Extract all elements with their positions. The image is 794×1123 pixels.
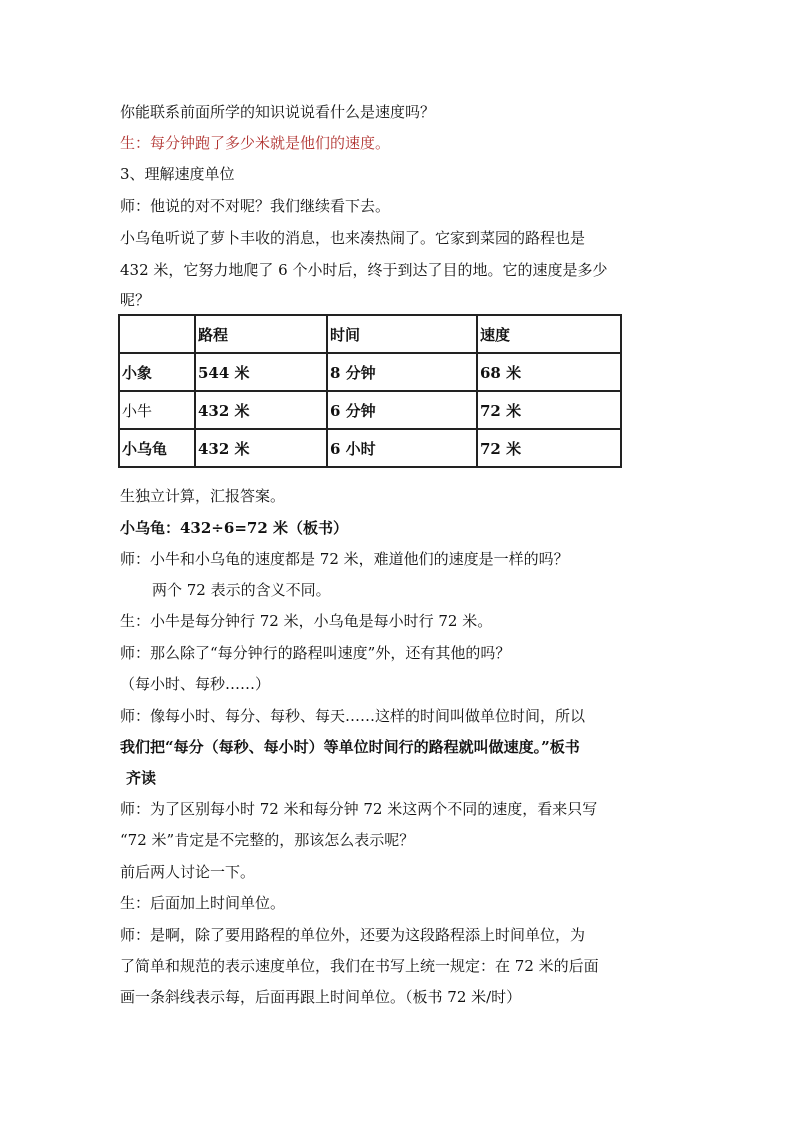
text-line: 生：小牛是每分钟行 72 米，小乌龟是每小时行 72 米。 <box>120 612 493 630</box>
table-cell: 小乌龟 <box>119 429 195 467</box>
table-cell: 544 米 <box>195 353 327 391</box>
table-header-cell <box>119 315 195 353</box>
text-line: 两个 72 表示的含义不同。 <box>152 581 331 599</box>
text-line: 432 米，它努力地爬了 6 个小时后，终于到达了目的地。它的速度是多少 <box>120 261 608 279</box>
text-line: “72 米”肯定是不完整的，那该怎么表示呢？ <box>120 831 415 849</box>
text-line: 呢？ <box>120 291 151 309</box>
text-line: 师：是啊，除了要用路程的单位外，还要为这段路程添上时间单位，为 <box>120 926 586 944</box>
text-line: 生：后面加上时间单位。 <box>120 894 286 912</box>
text-line: 你能联系前面所学的知识说说看什么是速度吗？ <box>120 103 436 121</box>
table-cell: 432 米 <box>195 391 327 429</box>
text-line: 画一条斜线表示每，后面再跟上时间单位。（板书 72 米/时） <box>120 988 522 1006</box>
calculation-line: 小乌龟：432÷6=72 米（板书） <box>120 519 348 537</box>
table-cell: 68 米 <box>477 353 621 391</box>
table-header-row <box>119 315 621 353</box>
table-cell: 小象 <box>119 353 195 391</box>
text-line: 齐读 <box>126 769 157 787</box>
text-line: 小乌龟听说了萝卜丰收的消息，也来凑热闹了。它家到菜园的路程也是 <box>120 229 586 247</box>
table-cell: 8 分钟 <box>327 353 477 391</box>
text-line: 前后两人讨论一下。 <box>120 863 256 881</box>
table-header-cell: 速度 <box>477 315 621 353</box>
text-line: 师：小牛和小乌龟的速度都是 72 米，难道他们的速度是一样的吗？ <box>120 550 569 568</box>
table-header-cell: 路程 <box>195 315 327 353</box>
table-row <box>119 353 621 391</box>
table-cell: 小牛 <box>119 391 195 429</box>
table-cell: 72 米 <box>477 391 621 429</box>
table-row <box>119 429 621 467</box>
text-line: （每小时、每秒……） <box>120 675 271 693</box>
table-header-cell: 时间 <box>327 315 477 353</box>
student-answer-line: 生：每分钟跑了多少米就是他们的速度。 <box>120 134 391 152</box>
speed-table <box>118 314 622 468</box>
text-line: 师：像每小时、每分、每秒、每天……这样的时间叫做单位时间，所以 <box>120 707 586 725</box>
table-cell: 432 米 <box>195 429 327 467</box>
text-line: 师：他说的对不对呢？我们继续看下去。 <box>120 197 391 215</box>
table-cell: 6 分钟 <box>327 391 477 429</box>
text-line: 师：为了区别每小时 72 米和每分钟 72 米这两个不同的速度，看来只写 <box>120 800 598 818</box>
definition-line: 我们把“每分（每秒、每小时）等单位时间行的路程就叫做速度。”板书 <box>120 738 580 756</box>
table-row <box>119 391 621 429</box>
table-cell: 72 米 <box>477 429 621 467</box>
section-heading: 3、理解速度单位 <box>120 165 235 183</box>
table-cell: 6 小时 <box>327 429 477 467</box>
text-line: 生独立计算，汇报答案。 <box>120 487 286 505</box>
text-line: 了简单和规范的表示速度单位，我们在书写上统一规定：在 72 米的后面 <box>120 957 599 975</box>
text-line: 师：那么除了“每分钟行的路程叫速度”外，还有其他的吗？ <box>120 644 511 662</box>
